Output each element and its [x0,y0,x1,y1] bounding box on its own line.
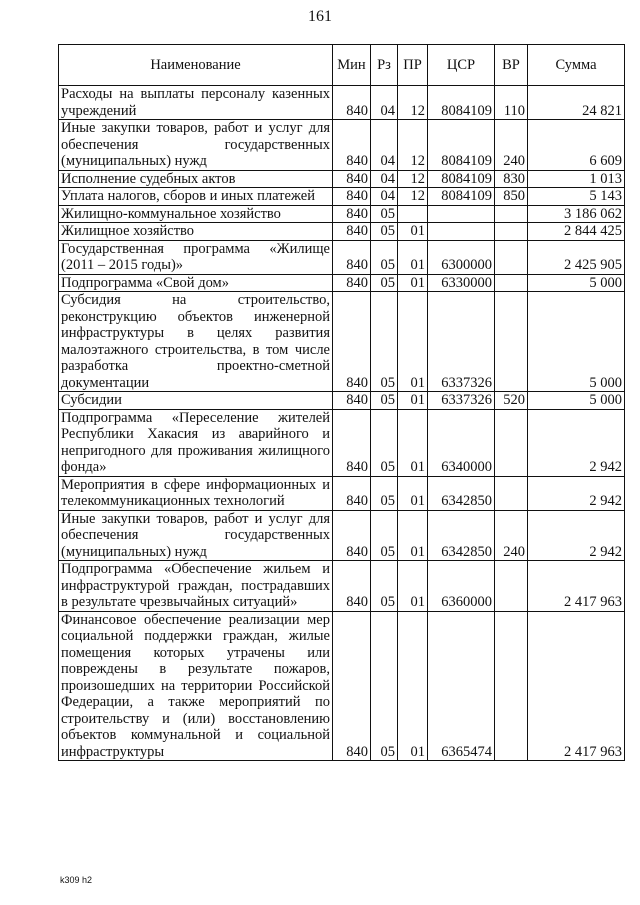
cell-vr [495,240,528,274]
header-csr: ЦСР [428,45,495,86]
table-row [59,274,625,292]
cell-rz: 05 [371,274,398,292]
cell-pr: 01 [398,409,428,476]
cell-pr [398,205,428,223]
cell-vr [495,561,528,612]
cell-sum: 5 143 [528,188,625,206]
cell-vr: 520 [495,392,528,410]
table-row [59,409,625,476]
cell-rz: 05 [371,409,398,476]
cell-rz: 05 [371,510,398,561]
cell-vr [495,611,528,761]
cell-min: 840 [333,274,371,292]
cell-vr: 240 [495,510,528,561]
cell-min: 840 [333,188,371,206]
table-row [59,86,625,120]
table-row [59,170,625,188]
cell-sum: 5 000 [528,292,625,392]
table-row [59,510,625,561]
cell-name: Жилищное хозяйство [59,223,333,241]
cell-name: Иные закупки товаров, работ и услуг для обеспечения государственных (муниципальных) нужд [59,510,333,561]
cell-vr [495,274,528,292]
cell-vr [495,223,528,241]
cell-pr: 01 [398,611,428,761]
cell-vr: 830 [495,170,528,188]
cell-rz: 05 [371,240,398,274]
cell-pr: 12 [398,86,428,120]
cell-min: 840 [333,561,371,612]
cell-csr: 6330000 [428,274,495,292]
cell-csr: 6342850 [428,510,495,561]
cell-sum: 2 425 905 [528,240,625,274]
cell-pr: 01 [398,561,428,612]
cell-pr: 01 [398,274,428,292]
table-header-row [59,45,625,86]
table-row [59,240,625,274]
cell-name: Субсидия на строительство, реконструкцию объектов инженерной инфраструктуры в целях развития малоэтажного строительства, в том числе разработка проектно-сметной документации [59,292,333,392]
cell-min: 840 [333,240,371,274]
cell-rz: 05 [371,476,398,510]
cell-vr [495,409,528,476]
cell-csr: 6300000 [428,240,495,274]
cell-sum: 1 013 [528,170,625,188]
cell-name: Мероприятия в сфере информационных и телекоммуникационных технологий [59,476,333,510]
cell-pr: 12 [398,120,428,171]
cell-name: Уплата налогов, сборов и иных платежей [59,188,333,206]
cell-sum: 24 821 [528,86,625,120]
cell-csr [428,223,495,241]
cell-min: 840 [333,409,371,476]
cell-min: 840 [333,611,371,761]
table-row [59,561,625,612]
cell-min: 840 [333,120,371,171]
cell-rz: 05 [371,392,398,410]
table-row [59,188,625,206]
cell-name: Исполнение судебных актов [59,170,333,188]
cell-csr: 6340000 [428,409,495,476]
cell-name: Расходы на выплаты персоналу казенных учреждений [59,86,333,120]
cell-min: 840 [333,476,371,510]
cell-vr [495,476,528,510]
cell-rz: 05 [371,292,398,392]
cell-name: Иные закупки товаров, работ и услуг для обеспечения государственных (муниципальных) нужд [59,120,333,171]
cell-pr: 01 [398,392,428,410]
cell-rz: 05 [371,611,398,761]
cell-sum: 5 000 [528,274,625,292]
cell-pr: 12 [398,170,428,188]
table-row [59,392,625,410]
cell-rz: 05 [371,223,398,241]
cell-rz: 05 [371,205,398,223]
header-rz: Рз [371,45,398,86]
table-row [59,205,625,223]
header-sum: Сумма [528,45,625,86]
cell-sum: 2 417 963 [528,561,625,612]
table-row [59,223,625,241]
cell-pr: 01 [398,223,428,241]
cell-sum: 5 000 [528,392,625,410]
cell-name: Подпрограмма «Свой дом» [59,274,333,292]
cell-min: 840 [333,205,371,223]
cell-vr: 850 [495,188,528,206]
cell-pr: 01 [398,240,428,274]
cell-pr: 12 [398,188,428,206]
header-vr: ВР [495,45,528,86]
cell-min: 840 [333,510,371,561]
cell-csr: 8084109 [428,120,495,171]
cell-sum: 3 186 062 [528,205,625,223]
cell-pr: 01 [398,510,428,561]
table-row [59,611,625,761]
cell-rz: 04 [371,170,398,188]
cell-csr: 6365474 [428,611,495,761]
cell-sum: 2 942 [528,409,625,476]
cell-vr: 110 [495,86,528,120]
cell-name: Финансовое обеспечение реализации мер социальной поддержки граждан, жилые помещения которых утрачены или повреждены в результате пожаров, произошедших на территории Российской Федерации, а также мероприятий по строительству и (или) восстановлению объектов коммунальной и социальной инфраструктуры [59,611,333,761]
cell-sum: 2 417 963 [528,611,625,761]
cell-pr: 01 [398,292,428,392]
cell-name: Подпрограмма «Обеспечение жильем и инфраструктурой граждан, пострадавших в результате чрезвычайных ситуаций» [59,561,333,612]
cell-rz: 05 [371,561,398,612]
table-row [59,120,625,171]
cell-csr [428,205,495,223]
cell-sum: 2 942 [528,476,625,510]
cell-csr: 6342850 [428,476,495,510]
cell-rz: 04 [371,188,398,206]
cell-min: 840 [333,86,371,120]
cell-csr: 6337326 [428,292,495,392]
cell-vr: 240 [495,120,528,171]
cell-name: Государственная программа «Жилище (2011 – 2015 годы)» [59,240,333,274]
cell-name: Жилищно-коммунальное хозяйство [59,205,333,223]
header-min: Мин [333,45,371,86]
cell-min: 840 [333,223,371,241]
budget-table [58,44,625,761]
cell-min: 840 [333,170,371,188]
table-row [59,292,625,392]
cell-min: 840 [333,392,371,410]
header-name: Наименование [59,45,333,86]
cell-csr: 6360000 [428,561,495,612]
cell-csr: 8084109 [428,170,495,188]
table-row [59,476,625,510]
cell-name: Субсидии [59,392,333,410]
cell-rz: 04 [371,120,398,171]
cell-csr: 6337326 [428,392,495,410]
table-body [59,86,625,761]
page-number: 161 [308,8,332,25]
cell-name: Подпрограмма «Переселение жителей Республики Хакасия из аварийного и непригодного для проживания жилищного фонда» [59,409,333,476]
cell-rz: 04 [371,86,398,120]
cell-pr: 01 [398,476,428,510]
cell-csr: 8084109 [428,188,495,206]
cell-csr: 8084109 [428,86,495,120]
header-pr: ПР [398,45,428,86]
footer-code: k309 h2 [60,875,93,885]
cell-sum: 2 844 425 [528,223,625,241]
cell-vr [495,205,528,223]
cell-sum: 6 609 [528,120,625,171]
cell-sum: 2 942 [528,510,625,561]
cell-vr [495,292,528,392]
cell-min: 840 [333,292,371,392]
